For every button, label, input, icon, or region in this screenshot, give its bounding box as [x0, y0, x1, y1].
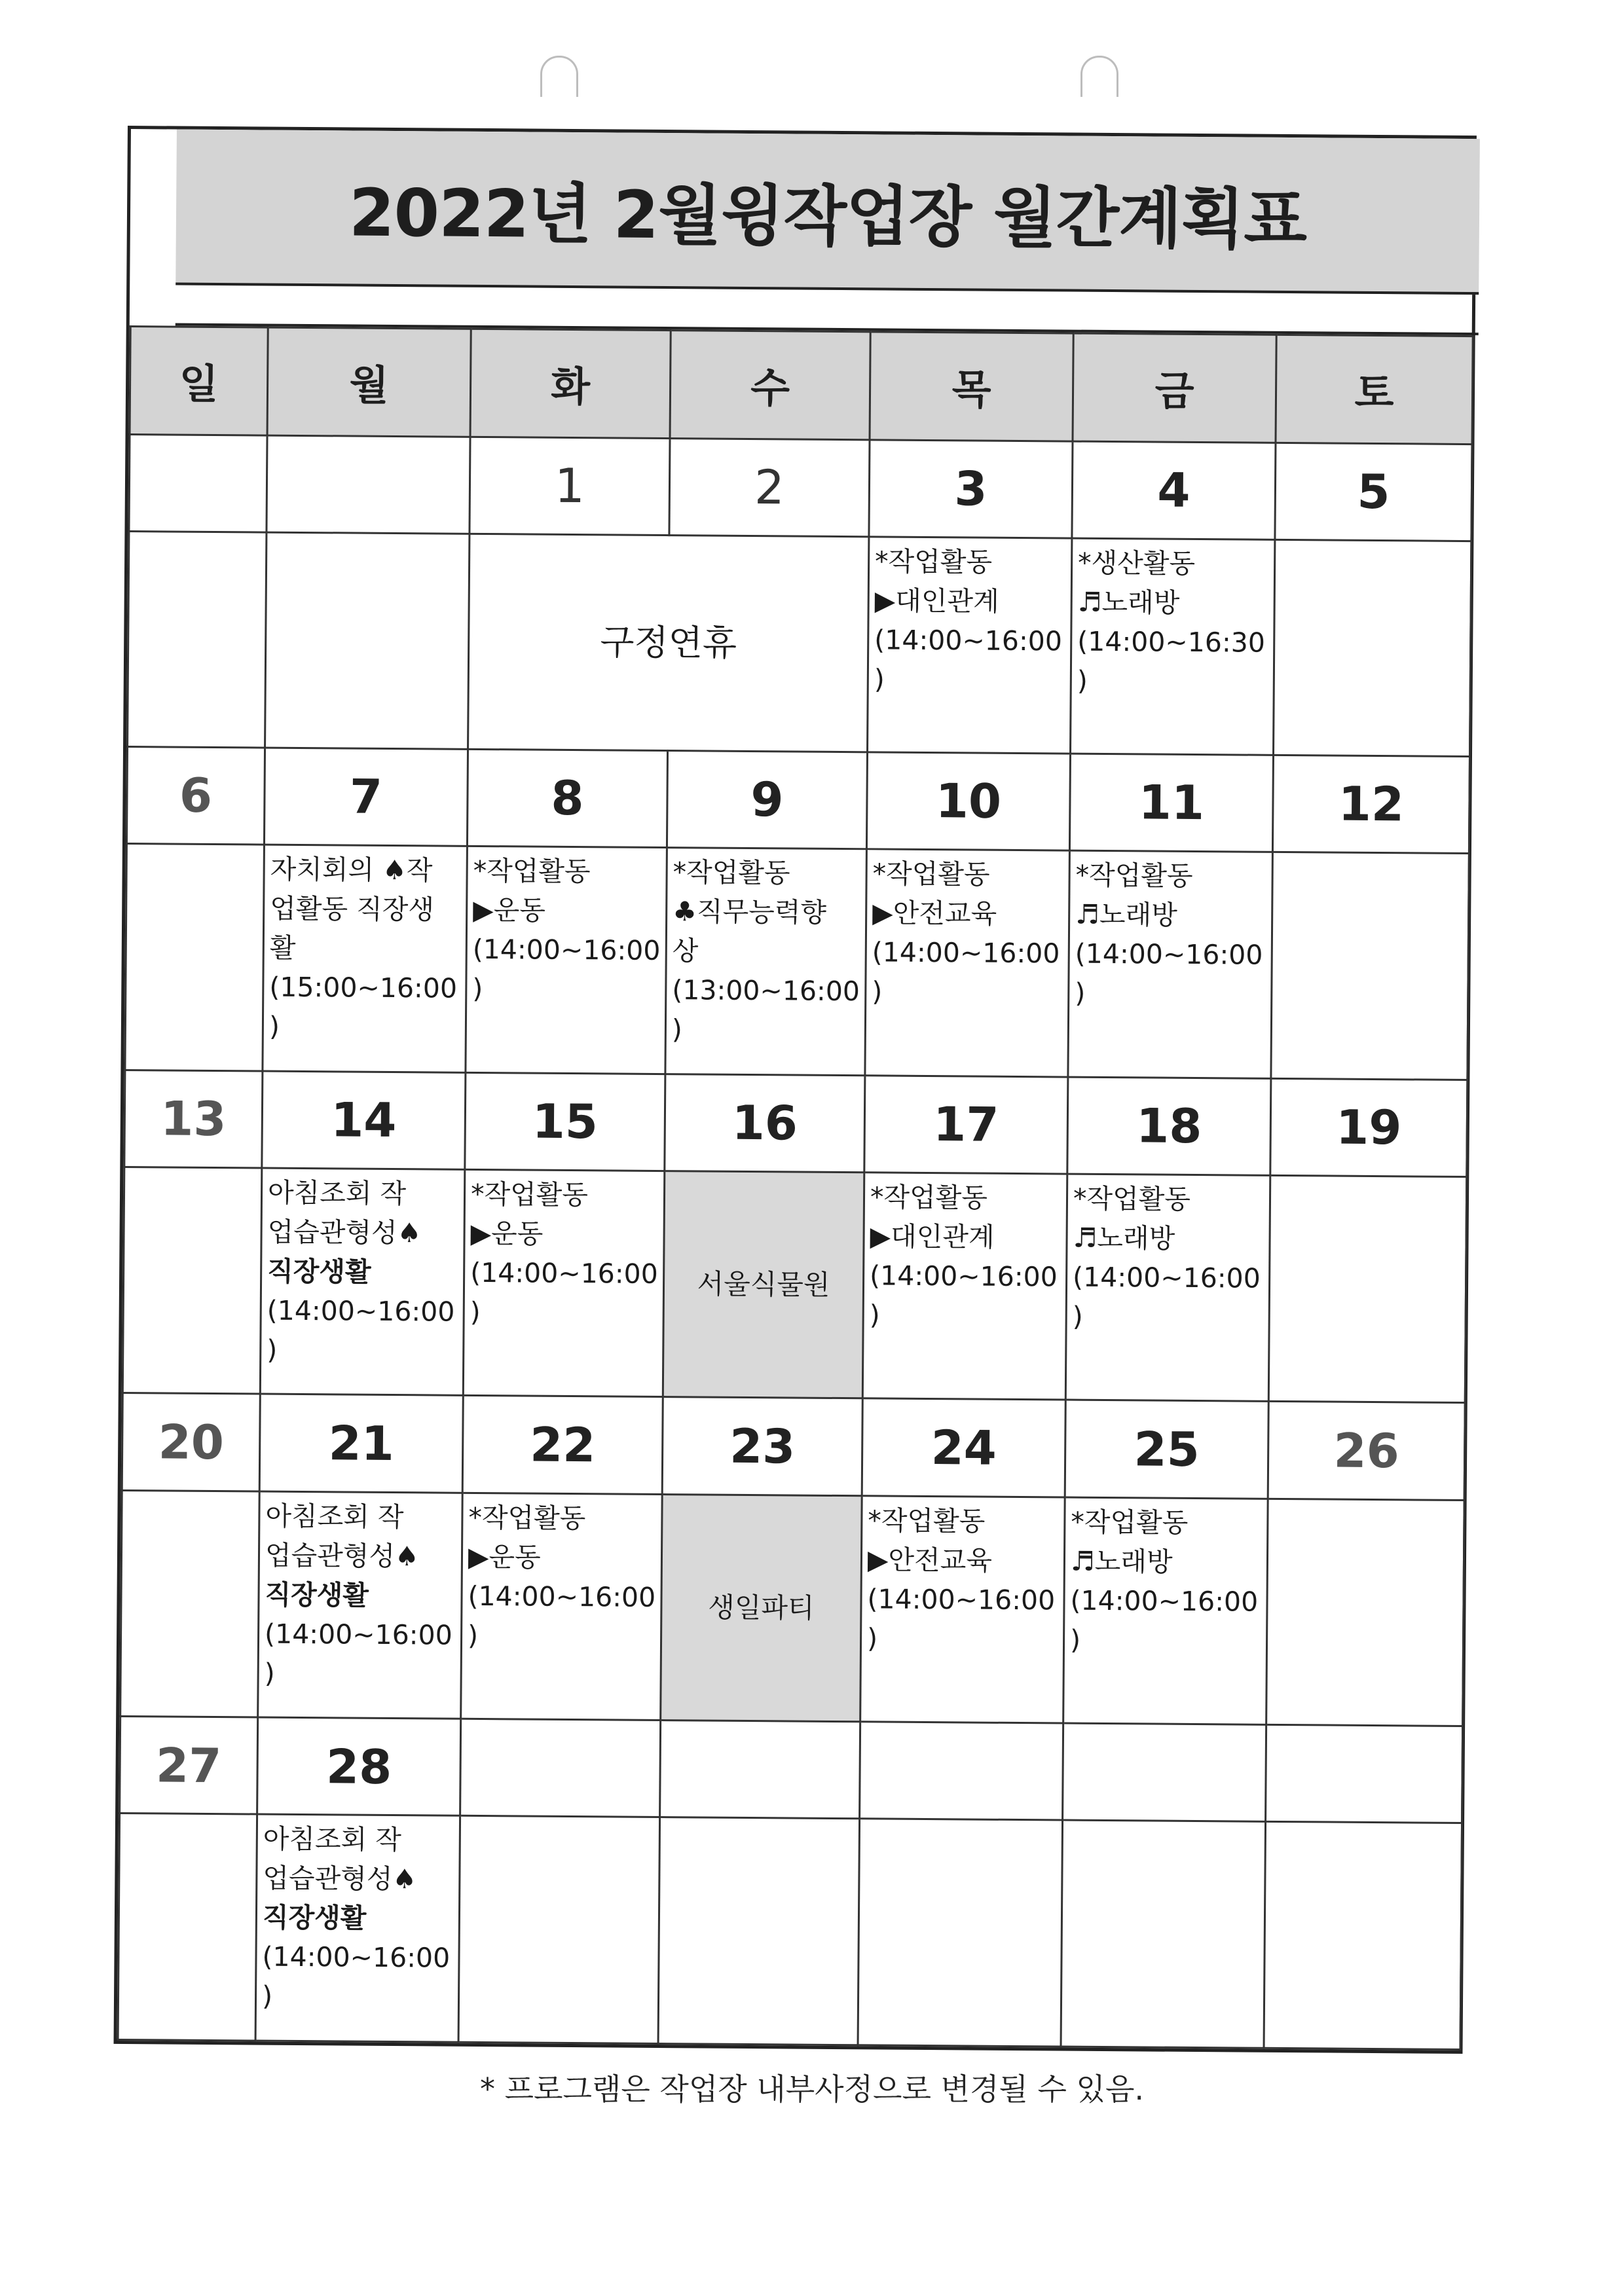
activity-time: (14:00~16:00	[1075, 938, 1263, 971]
date-cell	[267, 435, 470, 534]
weekday-header	[130, 327, 1473, 445]
activity-name: ♣직무능력향	[673, 896, 827, 928]
content-row-week4	[120, 1490, 1464, 1726]
activity-time: (14:00~16:00	[1072, 1261, 1261, 1294]
activity-time-end: )	[869, 1299, 880, 1331]
date-cell: 8	[467, 749, 667, 847]
empty-cell	[128, 531, 267, 748]
date-cell: 1	[470, 437, 670, 535]
date-cell: 2	[669, 438, 870, 536]
activity-time: (14:00~16:30	[1077, 625, 1266, 659]
schedule-cell-fri	[1068, 850, 1273, 1078]
date-cell: 10	[866, 752, 1070, 850]
date-row-week2	[126, 746, 1469, 853]
activity-type: *작업활동	[673, 856, 790, 889]
activity-name: ♬노래방	[1073, 1222, 1175, 1254]
activity-time: (14:00~16:00	[1070, 1584, 1259, 1618]
activity-type: *작업활동	[1073, 1182, 1191, 1215]
weekday-sat: 토	[1276, 335, 1473, 444]
schedule-cell-tue	[463, 1169, 665, 1397]
activity-type: *생산활동	[1077, 547, 1196, 579]
empty-cell	[120, 1490, 260, 1717]
activity-type: *작업활동	[1075, 859, 1193, 892]
weekday-sun: 일	[130, 327, 268, 435]
schedule-cell-mon	[260, 1168, 465, 1396]
empty-cell	[1271, 852, 1469, 1080]
schedule-cell-mon	[255, 1814, 460, 2042]
schedule-cell-fri	[1065, 1174, 1270, 1402]
activity-name: ▶대인관계	[874, 585, 999, 617]
schedule-cell-thu	[860, 1495, 1065, 1723]
empty-cell	[1274, 539, 1471, 756]
activity-time: (15:00~16:00	[269, 971, 458, 1004]
activity-name: ▶운동	[470, 1217, 544, 1250]
empty-cell	[125, 844, 265, 1071]
date-cell	[460, 1719, 661, 1817]
schedule-cell-tue	[466, 846, 667, 1074]
activity-line: 직장생활	[267, 1255, 371, 1288]
date-cell: 20	[122, 1393, 260, 1491]
weekday-fri: 금	[1073, 333, 1276, 443]
activity-time-end: )	[671, 1013, 683, 1046]
activity-line: 업습관형성♠	[263, 1862, 417, 1895]
activity-name: ♬노래방	[1070, 1545, 1173, 1578]
content-row-week5	[118, 1813, 1462, 2050]
activity-type: *작업활동	[870, 1181, 988, 1214]
empty-cell	[1268, 1175, 1467, 1403]
punch-hole-left	[540, 56, 578, 97]
activity-time-end: )	[264, 1657, 275, 1689]
date-row-week1	[129, 434, 1472, 541]
schedule-cell-tue	[461, 1493, 663, 1721]
empty-cell	[122, 1167, 262, 1394]
footnote: * 프로그램은 작업장 내부사정으로 변경될 수 있음.	[479, 2071, 1145, 2107]
date-cell: 25	[1065, 1400, 1268, 1498]
date-cell: 15	[465, 1072, 665, 1171]
date-row-week3	[124, 1070, 1467, 1176]
date-cell	[860, 1722, 1063, 1820]
date-cell: 17	[864, 1075, 1068, 1173]
schedule-cell-wed	[665, 848, 867, 1076]
empty-cell	[458, 1816, 660, 2044]
date-cell: 7	[264, 748, 468, 846]
activity-time-end: )	[467, 1619, 479, 1651]
activity-line: 아침조회 작	[265, 1500, 404, 1533]
date-row-week4	[122, 1393, 1465, 1500]
activity-line: 아침조회 작	[263, 1823, 402, 1856]
activity-time: (14:00~16:00	[468, 1580, 656, 1613]
calendar-table	[117, 325, 1474, 2050]
event-cell-wed: 생일파티	[661, 1494, 862, 1722]
content-row-week3	[122, 1167, 1466, 1403]
event-cell-wed: 서울식물원	[663, 1171, 864, 1398]
schedule-cell-mon	[263, 845, 468, 1072]
activity-time-end: )	[1075, 977, 1086, 1009]
activity-name-cont: 상	[672, 935, 699, 967]
punch-hole-right	[1080, 56, 1118, 97]
date-cell: 19	[1270, 1078, 1467, 1176]
weekday-mon: 월	[267, 327, 471, 437]
activity-type: *작업활동	[872, 858, 990, 890]
date-cell: 22	[462, 1396, 663, 1494]
date-cell: 28	[257, 1717, 461, 1815]
activity-time: (13:00~16:00	[672, 974, 860, 1008]
empty-cell	[658, 1817, 860, 2045]
activity-time: (14:00~16:00	[872, 936, 1060, 970]
empty-cell	[1061, 1820, 1266, 2048]
activity-line: 업습관형성♠	[267, 1216, 422, 1249]
activity-type: *작업활동	[1071, 1506, 1189, 1539]
activity-line: 직장생활	[262, 1901, 367, 1935]
content-row-week1	[128, 531, 1471, 756]
activity-name: ♬노래방	[1077, 586, 1180, 619]
activity-time-end: )	[472, 972, 483, 1005]
schedule-cell-thu	[865, 849, 1070, 1077]
date-cell	[1266, 1724, 1463, 1823]
title-band	[175, 130, 1480, 295]
empty-cell	[1266, 1499, 1465, 1726]
activity-type: *작업활동	[473, 854, 591, 888]
activity-line: 업활동 직장생	[270, 892, 435, 926]
date-cell: 6	[126, 746, 265, 845]
date-cell: 21	[259, 1394, 463, 1492]
activity-type: *작업활동	[470, 1178, 589, 1211]
activity-time: (14:00~16:00	[472, 933, 661, 966]
empty-cell	[265, 532, 470, 749]
schedule-cell-thu	[868, 537, 1072, 754]
date-cell: 4	[1072, 441, 1276, 539]
schedule-cell-mon	[258, 1491, 463, 1719]
weekday-tue: 화	[470, 329, 671, 438]
date-cell: 11	[1069, 754, 1273, 852]
activity-time-end: )	[874, 663, 885, 695]
activity-time-end: )	[866, 1622, 878, 1654]
activity-time-end: )	[261, 1980, 273, 2012]
content-row-week2	[125, 844, 1469, 1080]
date-cell: 16	[665, 1074, 865, 1172]
schedule-cell-fri	[1071, 538, 1275, 755]
activity-name: ♬노래방	[1075, 898, 1177, 931]
activity-line: 자치회의 ♠작	[270, 853, 433, 886]
date-cell: 13	[124, 1070, 263, 1168]
activity-time: (14:00~16:00	[267, 1294, 455, 1328]
schedule-cell-thu	[862, 1173, 1067, 1400]
holiday-cell: 구정연휴	[468, 534, 869, 752]
date-row-week5	[120, 1717, 1463, 1823]
date-cell: 3	[869, 439, 1073, 538]
activity-time-end: )	[1072, 1300, 1083, 1332]
date-cell: 27	[120, 1717, 258, 1815]
date-cell	[129, 434, 267, 532]
activity-time-end: )	[268, 1010, 280, 1042]
date-cell: 9	[667, 750, 867, 848]
activity-name: ▶안전교육	[872, 897, 997, 930]
date-cell	[1063, 1723, 1266, 1821]
activity-line: 활	[269, 932, 296, 964]
activity-time-end: )	[872, 975, 883, 1008]
date-cell: 14	[262, 1071, 466, 1169]
empty-cell	[118, 1813, 257, 2041]
activity-time: (14:00~16:00	[874, 624, 1063, 657]
activity-time: (14:00~16:00	[264, 1618, 452, 1651]
date-cell: 18	[1067, 1077, 1271, 1175]
weekday-thu: 목	[870, 332, 1073, 441]
activity-time: (14:00~16:00	[869, 1260, 1058, 1293]
empty-cell	[1264, 1822, 1462, 2050]
calendar-sheet	[114, 126, 1477, 2054]
schedule-cell-fri	[1063, 1497, 1268, 1725]
activity-time-end: )	[1069, 1624, 1081, 1656]
weekday-wed: 수	[670, 331, 870, 440]
activity-line: 아침조회 작	[267, 1176, 407, 1209]
date-cell	[660, 1721, 860, 1819]
page-title: 2022년 2월윙작업장 월간계획표	[348, 174, 1307, 259]
date-cell: 23	[662, 1397, 862, 1495]
date-cell: 5	[1275, 443, 1472, 541]
activity-time-end: )	[267, 1334, 278, 1366]
date-cell: 26	[1268, 1402, 1465, 1500]
date-cell: 12	[1272, 755, 1469, 853]
activity-time: (14:00~16:00	[867, 1582, 1056, 1616]
activity-time: (14:00~16:00	[262, 1941, 451, 1974]
activity-line: 직장생활	[265, 1578, 369, 1611]
activity-name: ▶운동	[468, 1540, 541, 1573]
activity-time: (14:00~16:00	[470, 1256, 659, 1290]
activity-name: ▶운동	[473, 894, 546, 926]
activity-type: *작업활동	[468, 1501, 586, 1534]
activity-time-end: )	[1077, 665, 1088, 697]
activity-name: ▶안전교육	[867, 1543, 993, 1576]
date-cell: 24	[862, 1398, 1065, 1497]
activity-time-end: )	[470, 1296, 481, 1328]
activity-name: ▶대인관계	[870, 1220, 995, 1253]
activity-type: *작업활동	[874, 545, 993, 578]
activity-line: 업습관형성♠	[265, 1539, 419, 1572]
empty-cell	[858, 1819, 1063, 2047]
activity-type: *작업활동	[868, 1504, 986, 1537]
